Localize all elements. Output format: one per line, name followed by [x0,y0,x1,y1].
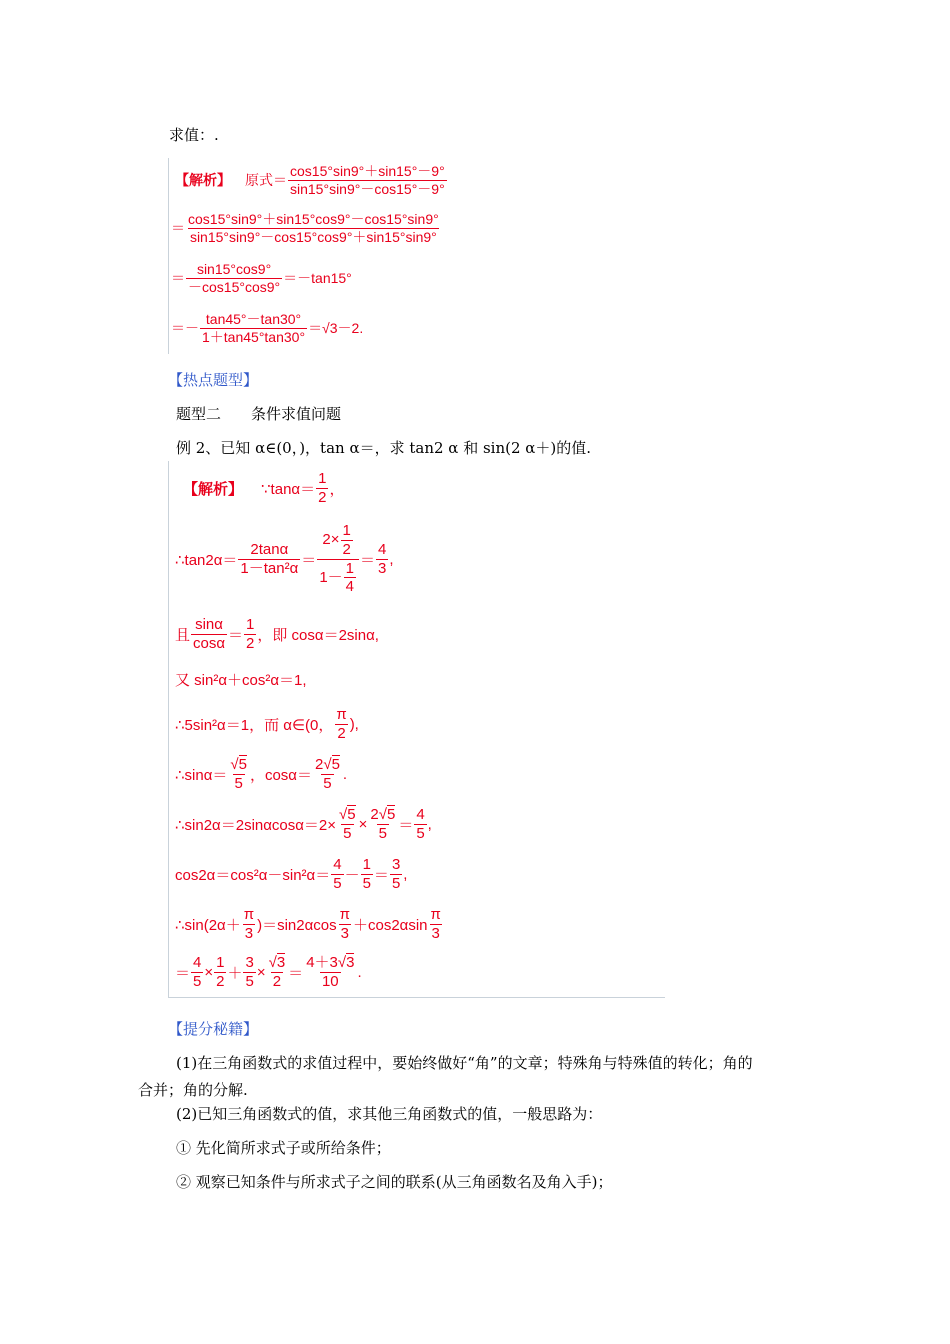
analysis-tag: 【解析】 [175,172,231,189]
fraction-1: $\frac{\cos 15^\circ\sin 9^\circ+\sin 15^\circ-9^\circ}{\sin 15^\circ\sin 9^\circ-\cos 15^\circ-9^\circ}$ [290,163,445,197]
analysis-tag-2: 【解析】 [183,480,244,498]
tip-1-line-a: (1)在三角函数式的求值过程中，要始终做好“角”的文章；特殊角与特殊值的转化；角的 [176,1054,753,1072]
fraction-3: $\frac{\sin 15^\circ\cos 9^\circ}{-\cos 15^\circ\cos 9^\circ}$ [188,261,281,295]
tips-title: 【提分秘籍】 [168,1020,259,1038]
type-2-title: 题型二 条件求值问题 [176,405,342,423]
solution-1-box: 【解析】 原式＝ $\frac{\cos 15^\circ\sin 9^\circ+\sin 15^\circ-9^\circ}{\sin 15^\circ\sin 9^\circ-\cos 15^\circ-9^\circ}$ ＝ $\frac{\cos 15^\circ\sin 9^\circ+\sin 15^\circ\cos 9^\circ-\cos 15^\circ\sin 9^\circ}{\sin 15^\circ\sin 9^\circ-\cos 15^\circ\cos 9^\circ+\sin 15^\circ\sin 9^\circ}$ ＝ $\frac{\sin 15^\circ\cos 9^\circ}{-\cos 15^\circ\cos 9^\circ}$ ＝－tan15° ＝－ $\frac{\tan 45^\circ-\tan 30^\circ}{1+\tan 45^\circ\tan 30^\circ}$ ＝√ 3－2. [168,158,479,354]
identity-line: 又 sin²α＋cos²α＝1, [175,672,307,689]
example-2: 例 2、已知 α∈(0，)，tan α＝，求 tan2 α 和 sin(2 α＋)的值. [176,439,592,457]
result-3: ＝－tan15° [283,270,352,287]
solution-2-box: 【解析】 ∵tanα＝ $\frac{1}{2}$ ， ∴tan2α＝ $\frac{2\tan\alpha}{\text{1－tan²α}}$ ＝ 2× $\frac{1}{2}$ 1－ $\frac{1}{4}$ ＝ $\frac{4}{3}$ , 且 $\frac{\sin\alpha}{\cos\alpha}$ ＝ $\frac{1}{2}$ ，即 cosα＝2sinα, 又 sin²α＋cos²α＝1, ∴5sin²α＝1，而 α∈(0， $\frac{\pi}{2}$ ), ∴sinα＝ $\frac{√5}{5}$ ，cosα＝ $\frac{2√5}{5}$ . ∴sin2α＝2sinαcosα＝2× $\frac{√5}{5}$ × $\frac{2√5}{5}$ ＝ $\frac{4}{5}$ , cos2α＝cos²α－sin²α＝ $\frac{4}{5}$ － $\frac{1}{5}$ ＝ $\frac{3}{5}$ , ∴sin(2α＋ $\frac{\pi}{3}$ )＝sin2αcos $\frac{\pi}{3}$ ＋cos2αsin $\frac{\pi}{3}$ ＝ $\frac{4}{5}$ × $\frac{1}{2}$ ＋ $\frac{3}{5}$ × $\frac{√3}{2}$ ＝ $\frac{4+3√3}{10}$ . [168,461,665,998]
tip-2-step-1: ① 先化简所求式子或所给条件； [176,1139,391,1157]
tip-2: (2)已知三角函数式的值，求其他三角函数式的值，一般思路为： [176,1105,603,1123]
tip-2-step-2: ② 观察已知条件与所求式子之间的联系(从三角函数名及角入手)； [176,1173,613,1191]
hot-topics-title: 【热点题型】 [168,371,259,389]
problem-intro: 求值：. [169,126,219,144]
result-4: 3－2. [329,320,364,337]
expr-lead: 原式＝ [245,172,287,189]
tip-1-line-b: 合并；角的分解. [138,1081,248,1099]
fraction-2: $\frac{\cos 15^\circ\sin 9^\circ+\sin 15^\circ\cos 9^\circ-\cos 15^\circ\sin 9^\circ}{\sin 15^\circ\sin 9^\circ-\cos 15^\circ\cos 9^\circ+\sin 15^\circ\sin 9^\circ}$ [188,211,439,245]
fraction-4: $\frac{\tan 45^\circ-\tan 30^\circ}{1+\tan 45^\circ\tan 30^\circ}$ [202,311,306,345]
